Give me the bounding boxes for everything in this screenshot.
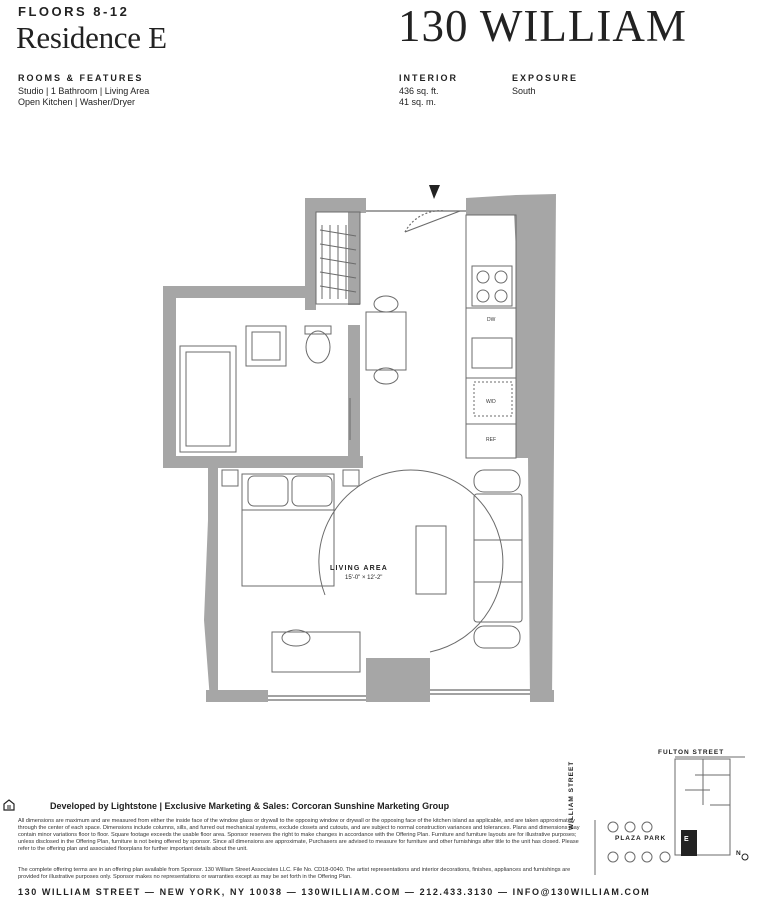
dw-label: DW [487,317,496,323]
exposure-heading: EXPOSURE [512,73,579,83]
exposure-value: South [512,86,536,96]
rooms-line-1: Studio | 1 Bathroom | Living Area [18,86,150,96]
ref-label: REF [486,437,496,443]
interior-sqft: 436 sq. ft. [399,86,439,96]
plaza-park-label: PLAZA PARK [615,835,667,842]
wd-label: W/D [486,399,496,405]
site-map [585,745,760,885]
living-area-dims: 15'-0" × 12'-2" [345,575,383,581]
unit-marker: E [684,836,690,843]
footer-contact: 130 WILLIAM STREET — NEW YORK, NY 10038 — 130WILLIAM.COM — 212.433.3130 — INFO@130WILLIAM.COM [18,887,651,897]
brand-logo: 130 WILLIAM [398,1,687,51]
dining-set [366,296,406,384]
developer-line: Developed by Lightstone | Exclusive Marketing & Sales: Corcoran Sunshine Marketing Group [50,801,450,811]
william-street-label: WILLIAM STREET [568,760,575,830]
bathroom [180,326,350,452]
interior-heading: INTERIOR [399,73,459,83]
rooms-line-2: Open Kitchen | Washer/Dryer [18,97,136,107]
rooms-heading: ROOMS & FEATURES [18,73,144,83]
north-label: N [736,850,742,857]
disclaimer-offering: The complete offering terms are in an offering plan available from Sponsor. 130 William Street Associates LLC. File No. CD18-0040. The artist representations and interior decorations, finishes, appliances and furnishings are provided for illustrative purposes only. Sponsor makes no representations or warranties except as may be set forth in the Offering Plan. [18,867,571,881]
living-furniture [319,470,522,652]
interior-sqm: 41 sq. m. [399,97,437,107]
floors-label: FLOORS 8-12 [18,4,130,19]
fulton-street-label: FULTON STREET [658,749,725,756]
living-area-label: LIVING AREA [330,565,389,572]
entry-door [366,185,466,232]
disclaimer-main: All dimensions are maximum and are measured from either the inside face of the window glass or drywall to the opposing window or drywall or the opposing face of the kitchen island as applicable, and are taken approximately through the center of each space. Dimensions include columns, sills, and furred out mechanical systems, exclude closets and cutouts, and are subject to normal construction variances and tolerances. Plans and dimensions may contain minor variations floor to floor. Square footage exceeds the usable floor area. Sponsor reserves the right to make changes in accordance with the Offering Plan. Furniture and furniture layouts are for illustrative purposes; unless disclosed in the Offering Plan, furniture is not being offered by sponsor. Since all dimensions are approximate, Purchasers are advised to measure for furniture and other furnishings after title to the unit has closed. Please refer to the offering plan and associated floorplans for further important details about the unit. [18,818,580,853]
kitchen [466,215,516,458]
residence-title: Residence E [16,20,167,55]
equal-housing-icon [3,799,15,811]
